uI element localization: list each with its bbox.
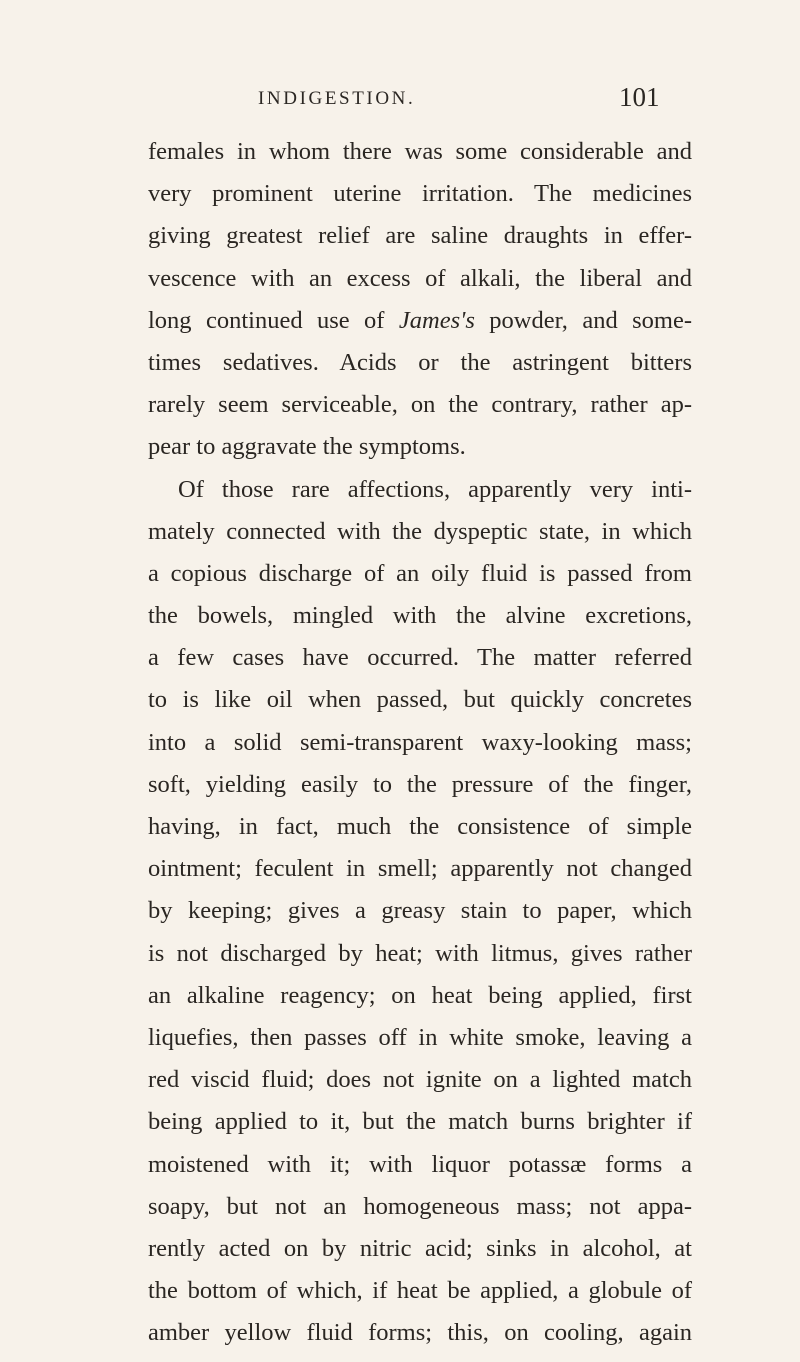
text-line: females in whom there was some considerable and — [148, 138, 692, 165]
text-line: red viscid fluid; does not ignite on a lighted match — [148, 1066, 692, 1094]
text-line: mately connected with the dyspeptic state, in which — [148, 517, 692, 545]
text-line: Of those rare affections, apparently very inti- — [178, 475, 692, 503]
text-line: pear to aggravate the symptoms. — [148, 433, 466, 461]
text-line: soapy, but not an homogeneous mass; not appa- — [148, 1192, 692, 1220]
text-line: a copious discharge of an oily fluid is passed from — [148, 559, 692, 587]
text-fragment: long continued use of — [148, 306, 399, 334]
text-line: liquefies, then passes off in white smoke, leaving a — [148, 1023, 692, 1051]
text-line: very prominent uterine irritation. The medicines — [148, 180, 692, 208]
text-line: being applied to it, but the match burns brighter if — [148, 1108, 692, 1136]
text-line: by keeping; gives a greasy stain to paper, which — [148, 897, 692, 925]
text-line: into a solid semi-transparent waxy-looking mass; — [148, 728, 692, 756]
text-line: ointment; feculent in smell; apparently not changed — [148, 855, 692, 883]
italic-name: James's — [398, 306, 475, 334]
text-line: the bottom of which, if heat be applied, a globule of — [148, 1277, 692, 1305]
text-line: vescence with an excess of alkali, the liberal and — [148, 264, 692, 292]
text-fragment: powder, and some- — [474, 306, 692, 334]
text-line: times sedatives. Acids or the astringent bitters — [148, 348, 692, 376]
text-line: an alkaline reagency; on heat being applied, first — [148, 981, 692, 1009]
text-line: giving greatest relief are saline draughts in effer- — [148, 222, 692, 250]
text-line: soft, yielding easily to the pressure of the finger, — [148, 770, 692, 798]
running-head-title: INDIGESTION. — [258, 88, 416, 109]
body-text — [148, 131, 692, 1354]
text-line: a few cases have occurred. The matter referred — [148, 644, 692, 672]
text-line: having, in fact, much the consistence of simple — [148, 813, 692, 840]
text-line: rently acted on by nitric acid; sinks in alcohol, at — [148, 1234, 692, 1262]
text-line — [148, 300, 692, 342]
text-line: to is like oil when passed, but quickly concretes — [148, 686, 692, 714]
text-line: amber yellow fluid forms; this, on cooling, again — [148, 1319, 692, 1347]
page-number: 101 — [619, 82, 660, 112]
text-line: the bowels, mingled with the alvine excretions, — [148, 602, 692, 630]
text-line: moistened with it; with liquor potassæ forms a — [148, 1150, 692, 1178]
text-line: is not discharged by heat; with litmus, gives rather — [148, 939, 692, 967]
text-line: rarely seem serviceable, on the contrary, rather ap- — [148, 391, 692, 419]
